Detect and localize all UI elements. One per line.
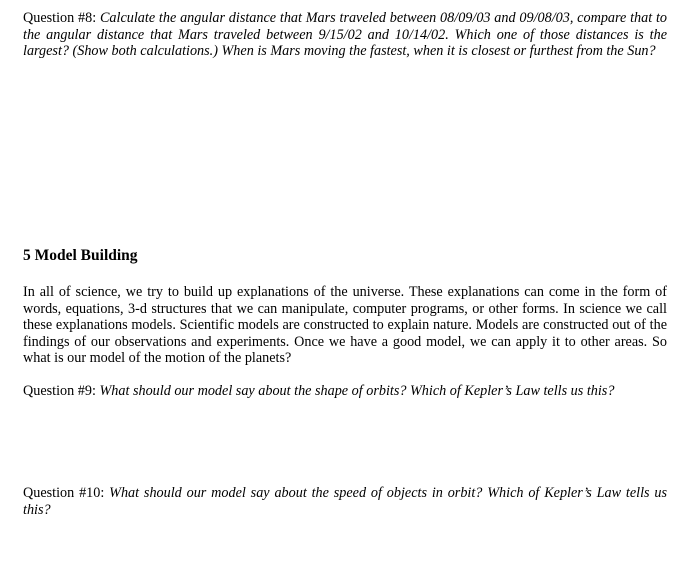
question-10-label: Question #10: [23, 485, 110, 501]
model-building-paragraph: In all of science, we try to build up explanations of the universe. These explanations can come in the form of words, equations, 3-d structures that we can manipulate, computer programs, or other forms. In science we call these explanations models. Scientific models are constructed to explain nature. Models are constructed out of the findings of our observations and experiments. Once we have a good model, we can apply it to other areas. So what is our model of the motion of the planets? [23, 284, 667, 367]
section-heading: 5 Model Building [23, 247, 138, 264]
question-9-label: Question #9: [23, 383, 100, 399]
question-10-text: What should our model say about the speed of objects in orbit? Which of Kepler’s Law tells us this? [23, 485, 667, 518]
question-8 [23, 10, 667, 60]
question-10 [23, 485, 667, 518]
question-8-text: Calculate the angular distance that Mars traveled between 08/09/03 and 09/08/03, compare that to the angular distance that Mars traveled between 9/15/02 and 10/14/02. Which one of those distances is the largest? (Show both calculations.) When is Mars moving the fastest, when it is closest or furthest from the Sun? [23, 10, 667, 60]
question-8-label: Question #8: [23, 10, 100, 26]
question-9-text: What should our model say about the shape of orbits? Which of Kepler’s Law tells us this? [99, 383, 615, 399]
question-9 [23, 383, 667, 400]
